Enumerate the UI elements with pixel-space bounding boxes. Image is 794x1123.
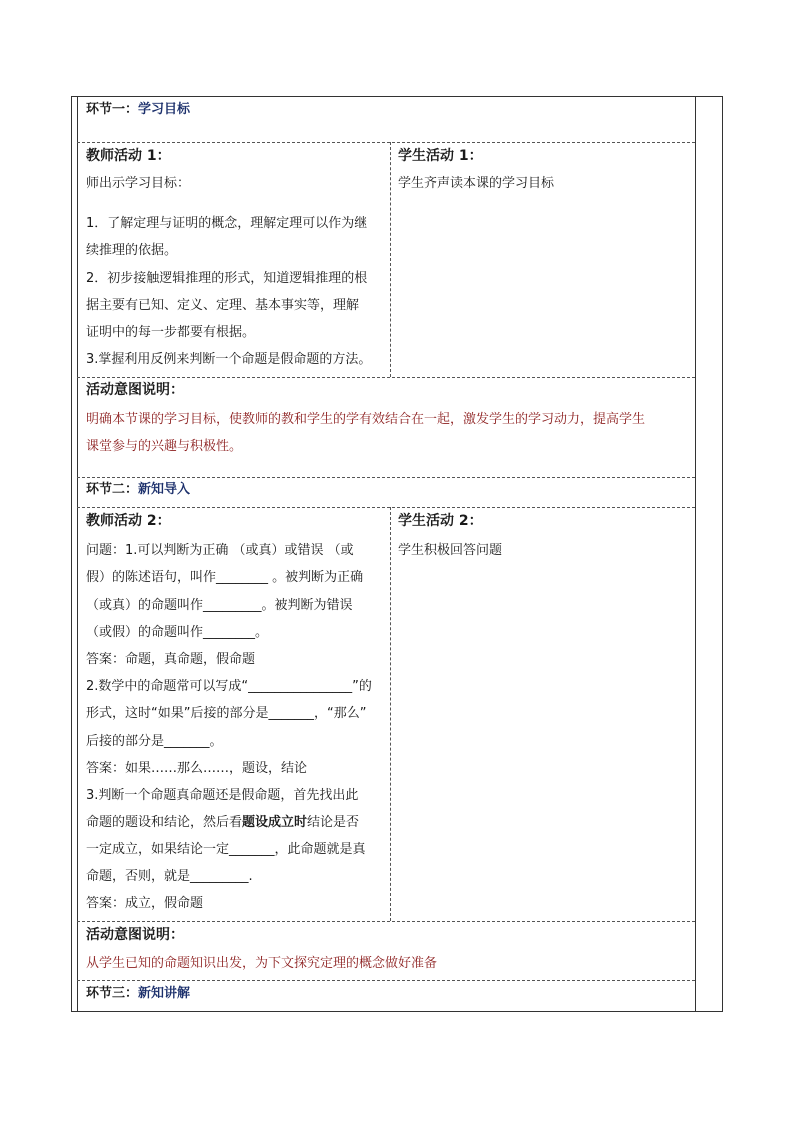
student1-text: 学生齐声读本课的学习目标 (398, 176, 555, 191)
teacher2-line: 一定成立，如果结论一定_______，此命题就是真 (86, 842, 366, 857)
teacher2-line: 答案：如果……那么……，题设，结论 (86, 761, 308, 776)
section1-label: 环节一： (86, 102, 139, 117)
intent2-text: 从学生已知的命题知识出发，为下文探究定理的概念做好准备 (86, 956, 438, 971)
divider (77, 921, 695, 922)
divider (77, 477, 695, 478)
teacher2-line-mixed (86, 814, 359, 832)
section2-label: 环节二： (86, 482, 139, 497)
teacher2-line: 答案：成立，假命题 (86, 896, 204, 911)
student2-heading: 学生活动 2： (398, 513, 483, 529)
teacher1-line: 2．初步接触逻辑推理的形式，知道逻辑推理的根 (86, 271, 368, 286)
teacher2-line: （或真）的命题叫作_________。被判断为错误 (86, 598, 353, 613)
teacher2-line-bold: 题设成立时 (242, 815, 308, 830)
table-right-margin-line (695, 96, 696, 1012)
divider (77, 980, 695, 981)
teacher2-line: 假）的陈述语句，叫作________ 。被判断为正确 (86, 570, 364, 585)
intent2-heading: 活动意图说明： (86, 927, 184, 943)
teacher2-line: 问题：1.可以判断为正确 （或真）或错误 （或 (86, 543, 354, 558)
teacher1-line: 1．了解定理与证明的概念，理解定理可以作为继 (86, 216, 368, 231)
teacher2-line: 2.数学中的命题常可以写成“________________”的 (86, 679, 372, 694)
student2-text: 学生积极回答问题 (398, 543, 503, 558)
teacher2-line: 命题，否则，就是_________. (86, 869, 253, 884)
teacher2-line: 答案：命题，真命题，假命题 (86, 652, 256, 667)
teacher2-line: （或假）的命题叫作________。 (86, 625, 269, 640)
teacher2-line: 3.判断一个命题真命题还是假命题，首先找出此 (86, 788, 359, 803)
divider (77, 377, 695, 378)
student1-heading: 学生活动 1： (398, 148, 483, 164)
intent1-line: 课堂参与的兴趣与积极性。 (86, 439, 243, 454)
section2-header (86, 481, 190, 499)
section1-header (86, 101, 190, 119)
divider (77, 507, 695, 508)
section3-label: 环节三： (86, 986, 139, 1001)
teacher1-line: 3.掌握利用反例来判断一个命题是假命题的方法。 (86, 352, 372, 367)
teacher2-line: 后接的部分是_______。 (86, 734, 223, 749)
column-divider (390, 142, 391, 377)
teacher1-heading: 教师活动 1： (86, 148, 171, 164)
teacher1-line: 证明中的每一步都要有根据。 (86, 325, 256, 340)
teacher1-line: 续推理的依据。 (86, 243, 178, 258)
teacher2-line: 形式，这时“如果”后接的部分是_______，“那么” (86, 706, 367, 721)
divider (77, 142, 695, 143)
section3-title: 新知讲解 (138, 986, 191, 1001)
teacher1-line: 师出示学习目标： (86, 176, 191, 191)
teacher2-line-part: 结论是否 (307, 815, 360, 830)
column-divider (390, 507, 391, 921)
section3-header (86, 985, 190, 1003)
intent1-line: 明确本节课的学习目标，使教师的教和学生的学有效结合在一起，激发学生的学习动力，提高学生 (86, 412, 646, 427)
table-left-line (77, 96, 78, 1012)
section2-title: 新知导入 (138, 482, 191, 497)
intent1-heading: 活动意图说明： (86, 382, 184, 398)
teacher2-line-part: 命题的题设和结论，然后看 (86, 815, 243, 830)
teacher2-heading: 教师活动 2： (86, 513, 171, 529)
section1-title: 学习目标 (138, 102, 191, 117)
teacher1-line: 据主要有已知、定义、定理、基本事实等，理解 (86, 298, 360, 313)
